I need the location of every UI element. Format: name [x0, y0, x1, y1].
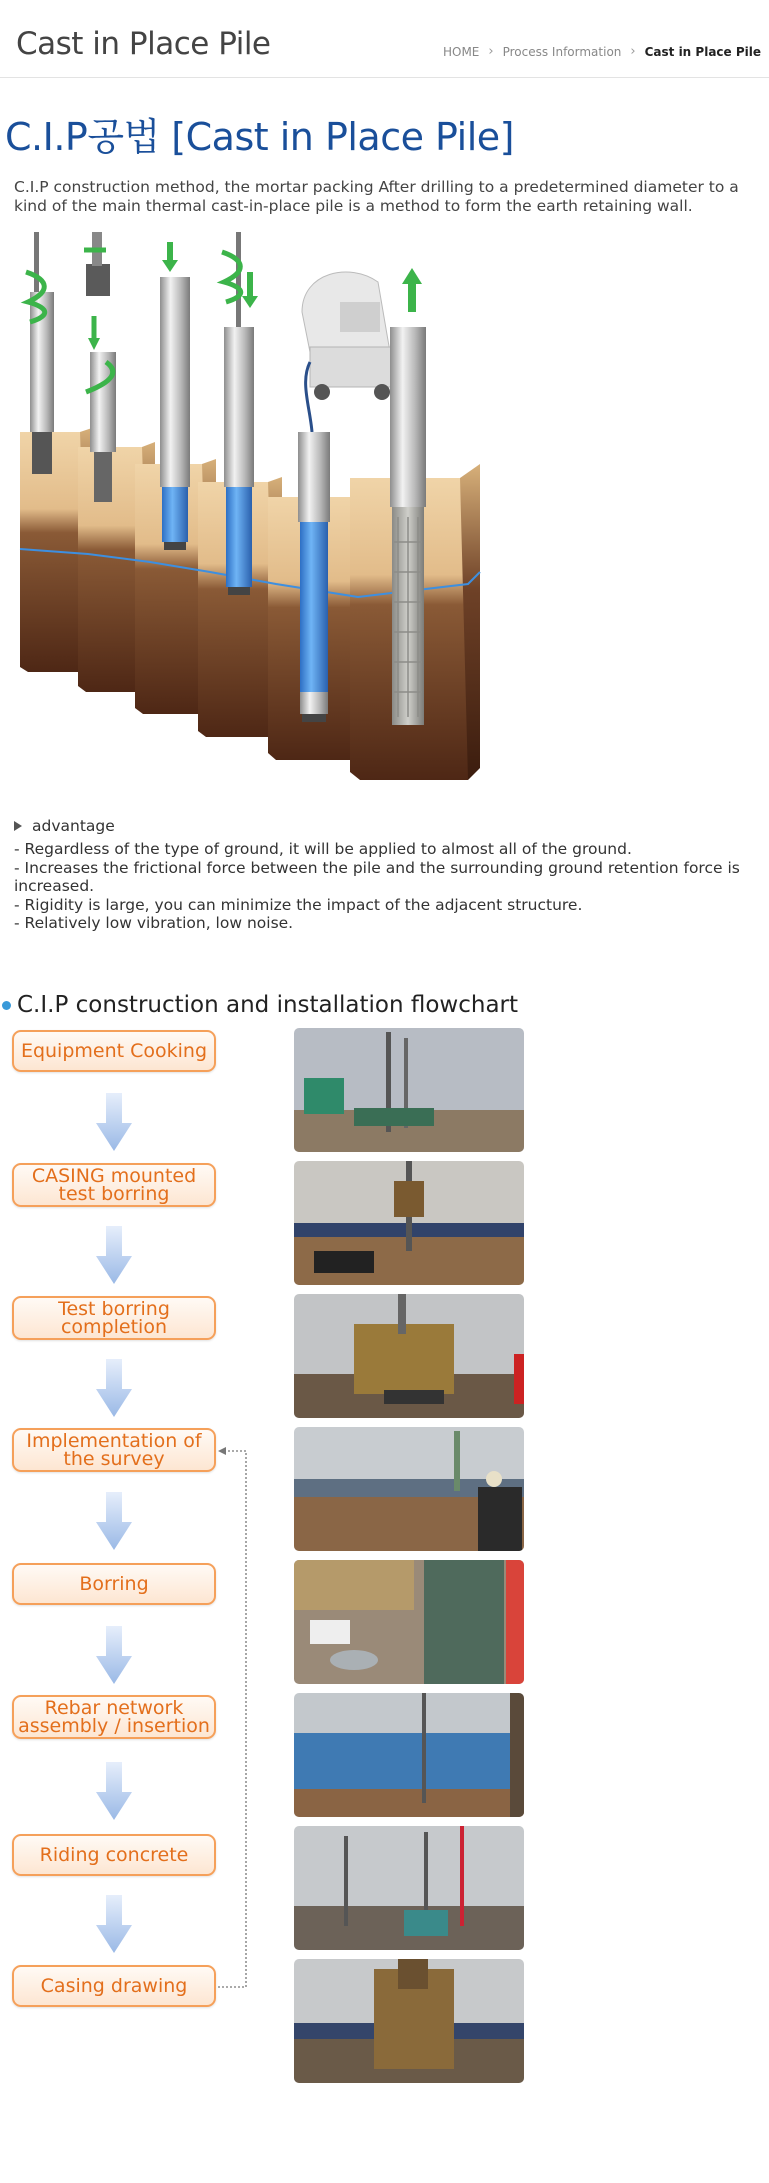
flow-step-casing-mounted [12, 1163, 216, 1207]
cip-process-illustration [10, 232, 660, 792]
breadcrumb-current: Cast in Place Pile [644, 44, 761, 59]
site-photo [294, 1560, 524, 1684]
advantage-list [14, 840, 764, 933]
arrow-down-icon [96, 1492, 132, 1550]
bullet-dot-icon [2, 1001, 11, 1010]
step-line: test borring [58, 1183, 170, 1205]
step-line: completion [60, 1316, 167, 1338]
site-photo [294, 1826, 524, 1950]
step-line: Test borring [58, 1298, 170, 1320]
step-line: the survey [63, 1448, 165, 1470]
stage-6-casing-drawing [390, 268, 426, 725]
intro-text: C.I.P construction method, the mortar packing After drilling to a predetermined diameter to a kind of the main thermal cast-in-place pile is a method to form the earth retaining wall. [14, 178, 739, 215]
breadcrumb-process-link[interactable]: Process Information [502, 44, 622, 59]
flow-step-riding-concrete [12, 1834, 216, 1876]
step-line: Implementation of [26, 1430, 202, 1452]
list-item: - Increases the frictional force between the pile and the surrounding ground retention force is increased. [14, 858, 740, 895]
flowchart-heading [2, 992, 518, 1018]
flow-step-survey [12, 1428, 216, 1472]
step-line: Equipment Cooking [20, 1040, 208, 1062]
step-line: Riding concrete [39, 1844, 189, 1866]
page-title: Cast in Place Pile [16, 26, 271, 62]
site-photo [294, 1294, 524, 1418]
site-photo [294, 1959, 524, 2083]
advantage-title [14, 817, 115, 835]
loop-back-connector [216, 1445, 250, 1990]
advantage-label: advantage [32, 817, 115, 835]
step-line: Borring [79, 1573, 149, 1595]
triangle-bullet-icon [14, 821, 22, 831]
site-photo [294, 1161, 524, 1285]
breadcrumb-home-link[interactable]: HOME [442, 44, 480, 59]
page-header [0, 0, 769, 78]
arrow-down-icon [96, 1226, 132, 1284]
flow-step-boring [12, 1563, 216, 1605]
main-heading: C.I.P공법 [Cast in Place Pile] [5, 115, 514, 159]
chevron-right-icon: › [630, 44, 636, 59]
arrow-down-icon [96, 1359, 132, 1417]
breadcrumb [443, 44, 761, 59]
stage-3-test-boring [160, 242, 190, 550]
step-line: assembly / insertion [18, 1715, 210, 1737]
chevron-right-icon: › [488, 44, 494, 59]
flow-step-casing-drawing [12, 1965, 216, 2007]
arrow-down-icon [96, 1626, 132, 1684]
step-line: Rebar network [44, 1697, 184, 1719]
arrow-down-icon [96, 1895, 132, 1953]
list-item: - Regardless of the type of ground, it will be applied to almost all of the ground. [14, 840, 632, 858]
flow-step-rebar-network [12, 1695, 216, 1739]
list-item: - Rigidity is large, you can minimize the impact of the adjacent structure. [14, 895, 583, 914]
site-photo [294, 1693, 524, 1817]
step-line: CASING mounted [31, 1165, 197, 1187]
flow-step-equipment-cooking [12, 1030, 216, 1072]
site-photo [294, 1427, 524, 1551]
list-item: - Relatively low vibration, low noise. [14, 914, 294, 932]
step-line: Casing drawing [40, 1975, 188, 1997]
site-photo [294, 1028, 524, 1152]
arrow-down-icon [96, 1093, 132, 1151]
flowchart-heading-text: C.I.P construction and installation flowchart [17, 992, 519, 1018]
arrow-down-icon [96, 1762, 132, 1820]
flow-step-test-boring-completion [12, 1296, 216, 1340]
